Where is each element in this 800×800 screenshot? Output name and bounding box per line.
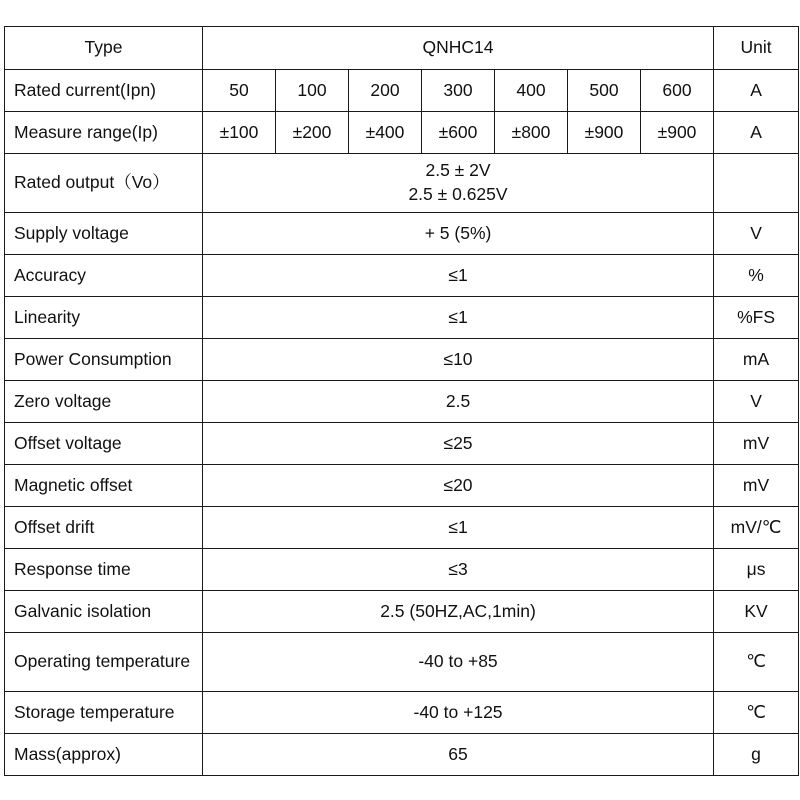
- unit-cell: %FS: [714, 297, 799, 339]
- row-label: Offset drift: [5, 507, 203, 549]
- spec-row: [5, 255, 799, 297]
- unit-cell: μs: [714, 549, 799, 591]
- header-row: [5, 27, 799, 70]
- value-line: 2.5 ± 0.625V: [408, 184, 508, 204]
- rated-current-row: [5, 70, 799, 112]
- row-label: Zero voltage: [5, 381, 203, 423]
- row-label: Power Consumption: [5, 339, 203, 381]
- value-cell: ≤20: [203, 465, 714, 507]
- unit-cell: [714, 154, 799, 213]
- value-cell: 65: [203, 734, 714, 776]
- row-label: Measure range(Ip): [5, 112, 203, 154]
- unit-cell: %: [714, 255, 799, 297]
- value-cell: [203, 154, 714, 213]
- spec-row: [5, 339, 799, 381]
- row-label: Supply voltage: [5, 213, 203, 255]
- value-cell: 300: [422, 70, 495, 112]
- value-cell: ≤1: [203, 507, 714, 549]
- row-label: Rated current(Ipn): [5, 70, 203, 112]
- value-cell: ≤10: [203, 339, 714, 381]
- unit-cell: ℃: [714, 633, 799, 692]
- spec-row: [5, 213, 799, 255]
- value-cell: 50: [203, 70, 276, 112]
- spec-row: [5, 734, 799, 776]
- spec-table: [4, 26, 799, 776]
- value-cell: ±100: [203, 112, 276, 154]
- unit-cell: V: [714, 213, 799, 255]
- value-cell: ±800: [495, 112, 568, 154]
- unit-cell: V: [714, 381, 799, 423]
- value-cell: ±600: [422, 112, 495, 154]
- measure-range-row: [5, 112, 799, 154]
- spec-row: [5, 465, 799, 507]
- type-label: Type: [5, 27, 203, 70]
- row-label: Magnetic offset: [5, 465, 203, 507]
- unit-cell: mV: [714, 465, 799, 507]
- spec-row: [5, 381, 799, 423]
- unit-cell: mV: [714, 423, 799, 465]
- model-name: QNHC14: [203, 27, 714, 70]
- value-cell: ≤1: [203, 255, 714, 297]
- value-cell: 400: [495, 70, 568, 112]
- row-label: Offset voltage: [5, 423, 203, 465]
- unit-cell: A: [714, 70, 799, 112]
- unit-cell: A: [714, 112, 799, 154]
- value-cell: 2.5: [203, 381, 714, 423]
- value-cell: -40 to +85: [203, 633, 714, 692]
- value-cell: ≤1: [203, 297, 714, 339]
- row-label: Linearity: [5, 297, 203, 339]
- spec-row: [5, 633, 799, 692]
- unit-cell: g: [714, 734, 799, 776]
- row-label: Galvanic isolation: [5, 591, 203, 633]
- value-cell: 500: [568, 70, 641, 112]
- value-cell: -40 to +125: [203, 692, 714, 734]
- value-cell: ±400: [349, 112, 422, 154]
- row-label: Storage temperature: [5, 692, 203, 734]
- spec-row: [5, 549, 799, 591]
- spec-row: [5, 692, 799, 734]
- value-cell: ≤3: [203, 549, 714, 591]
- spec-row: [5, 507, 799, 549]
- row-label: Mass(approx): [5, 734, 203, 776]
- value-cell: 200: [349, 70, 422, 112]
- unit-cell: ℃: [714, 692, 799, 734]
- unit-label: Unit: [714, 27, 799, 70]
- value-cell: ±200: [276, 112, 349, 154]
- unit-cell: mV/℃: [714, 507, 799, 549]
- spec-row: [5, 423, 799, 465]
- value-line: 2.5 ± 2V: [425, 160, 491, 181]
- value-cell: 100: [276, 70, 349, 112]
- unit-cell: KV: [714, 591, 799, 633]
- spec-row: [5, 591, 799, 633]
- value-cell: 600: [641, 70, 714, 112]
- value-cell: + 5 (5%): [203, 213, 714, 255]
- value-cell: ±900: [641, 112, 714, 154]
- row-label: Rated output（Vo）: [5, 154, 203, 213]
- spec-rows: [5, 213, 799, 776]
- rated-output-row: [5, 154, 799, 213]
- row-label: Accuracy: [5, 255, 203, 297]
- unit-cell: mA: [714, 339, 799, 381]
- value-cell: 2.5 (50HZ,AC,1min): [203, 591, 714, 633]
- row-label: Response time: [5, 549, 203, 591]
- spec-row: [5, 297, 799, 339]
- value-cell: ≤25: [203, 423, 714, 465]
- value-cell: ±900: [568, 112, 641, 154]
- row-label: Operating temperature: [5, 633, 203, 692]
